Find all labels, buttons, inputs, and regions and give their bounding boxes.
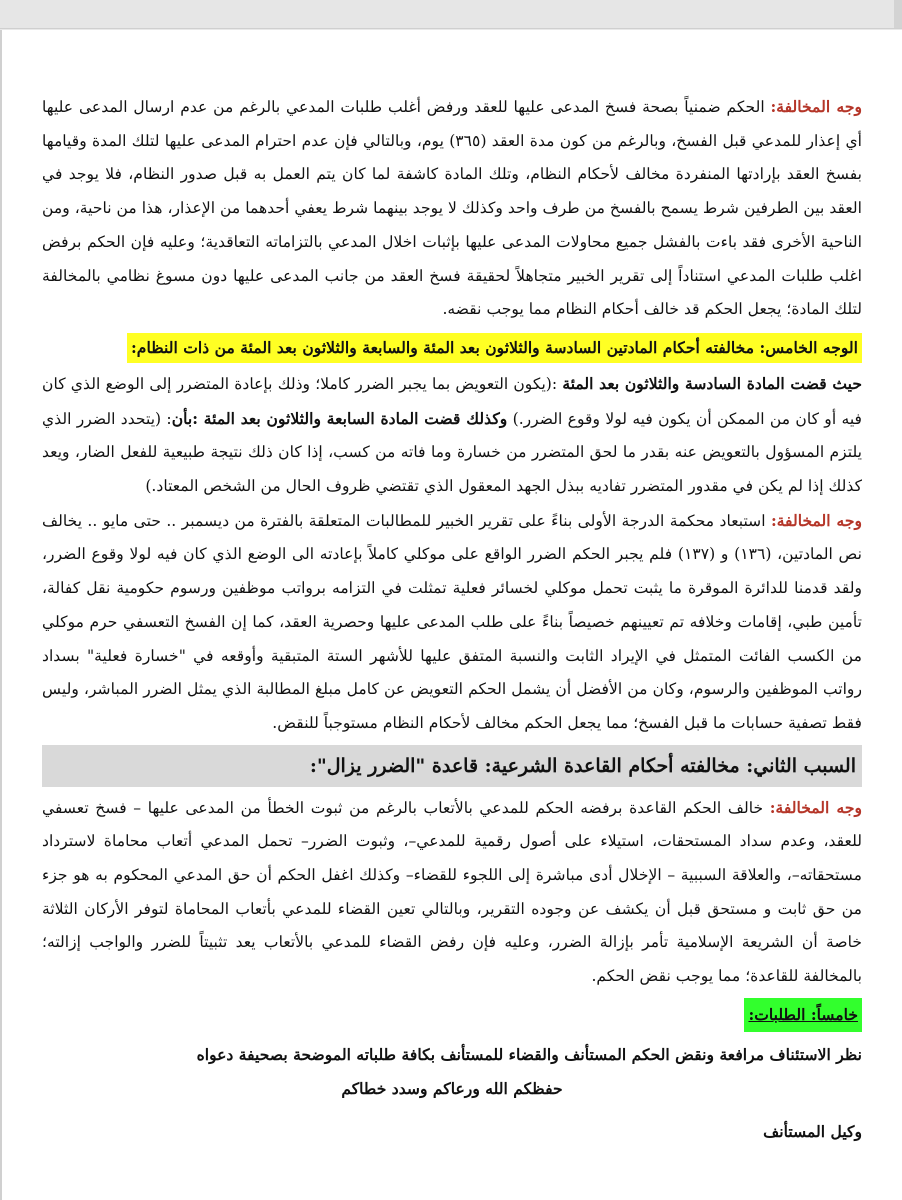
reason-two-heading: السبب الثاني: مخالفته أحكام القاعدة الشرعية: قاعدة "الضرر يزال": bbox=[42, 745, 862, 787]
document-page bbox=[0, 30, 902, 1200]
document-body bbox=[42, 90, 862, 1149]
scrollbar[interactable] bbox=[894, 0, 902, 28]
requests-heading: خامساً: الطلبات: bbox=[744, 998, 862, 1032]
article-136-label: حيث قضت المادة السادسة والثلاثون بعد المئة bbox=[562, 373, 862, 393]
paragraph-text: خالف الحكم القاعدة برفضه الحكم للمدعي بالأتعاب بالرغم من ثبوت الخطأ من المدعى عليها – فسخ تعسفي للعقد، وعدم سداد المستحقات، استيلاء على أصول رقمية للمدعي–، وثبوت الضرر– تحمل المدعي أتعاب محاماة لاسترداد مستحقاته–، والعلاقة السببية – الإخلال أدى مباشرة إلى اللجوء للقضاء– وكذلك اغفل الحكم أن حق المدعي المحكوم به هو جزء من حق ثابت و مستحق قبل أن يكشف عن وجوده التقرير، وبالتالي تعين القضاء للمدعي بأتعاب المحاماة لتوفر الأركان الثلاثة خاصة أن الشريعة الإسلامية تأمر بإزالة الضرر، وعليه فإن رفض القضاء للمدعي بالأتعاب يعد تثبيتاً للضرر والواجب إزالته؛ بالمخالفة للقاعدة؛ مما يوجب نقض الحكم. bbox=[42, 798, 862, 986]
paragraph-violation-1 bbox=[42, 90, 862, 327]
paragraph-text: الحكم ضمنياً بصحة فسخ المدعى عليها للعقد ورفض أغلب طلبات المدعي بالرغم من عدم ارسال المدعى عليها أي إعذار للمدعي قبل الفسخ، وبالرغم من كون مدة العقد (٣٦٥) يوم، وبالتالي فإن عدم احترام المدعى عليها لتلك المدة وقيامها بفسخ العقد بإرادتها المنفردة مخالف لأحكام النظام، وتلك المادة كاشفة لما كان يتم العمل به قبل صدور النظام، فلا يوجد في العقد بين الطرفين شرط يسمح بالفسخ من طرف واحد وكذلك لا يوجد بينهما شرط يعفي أحدهما من الإعذار، هذا من ناحية، ومن الناحية الأخرى فقد باءت بالفشل جميع محاولات المدعى عليها بإثبات اخلال المدعي بالتزاماته التعاقدية؛ وعليه فإن الحكم برفض اغلب طلبات المدعي استناداً إلى تقرير الخبير متجاهلاً لحقيقة فسخ العقد من جانب المدعى عليها دون مسوغ نظامي بالمخالفة لتلك المادة؛ يجعل الحكم قد خالف أحكام النظام مما يوجب نقضه. bbox=[42, 98, 862, 319]
section-five-heading-wrap bbox=[42, 327, 862, 367]
violation-label: وجه المخالفة: bbox=[770, 97, 862, 116]
paragraph-text: استبعاد محكمة الدرجة الأولى بناءً على تقرير الخبير للمطالبات المتعلقة بالفترة من ديسمبر .. حتى مايو .. يخالف نص المادتين، (١٣٦) و (١٣٧) فلم يجبر الحكم الضرر الواقع على موكلي كاملاً بإعادته الى الوضع الذي كان فيه لولا وقوع الضرر، ولقد قدمنا للدائرة الموقرة ما يثبت تحمل موكلي لخسائر فعلية تمثلت في التزامه برواتب موظفين ورسوم حكومية نقل كفالة، تأمين طبي، إقامات وخلافه تم تعيينهم خصيصاً بناءً على طلب المدعى عليها وحصرية العقد، كما إن الفسخ التعسفي حرم موكلي من الكسب الفائت المتمثل في الإيراد الثابت والنسبة المتفق عليها للأشهر الستة المتبقية وأوقعه في "خسارة فعلية" بسداد رواتب الموظفين والرسوم، وكان من الأفضل أن يشمل الحكم التعويض عن كامل مبلغ المطالبة الذي يمثل الضرر المباشر، وليس فقط تصفية حسابات ما قبل الفسخ؛ مما يجعل الحكم مخالف لأحكام النظام مستوجباً للنقض. bbox=[42, 511, 862, 732]
article-137-text: : (يتحدد الضرر الذي يلتزم المسؤول بالتعويض عنه بقدر ما لحق المتضرر من خسارة وما فاته من كسب، إذا كان ذلك نتيجة طبيعية للفعل الضار، ويعد كذلك إذا لم يكن في مقدور المتضرر تفاديه ببذل الجهد المعقول الذي تقتضي ظروف الحال من الشخص المعتاد.) bbox=[42, 409, 862, 496]
violation-label: وجه المخالفة: bbox=[770, 510, 862, 530]
article-136-text: :(يكون التعويض بما يجبر الضرر كاملا؛ وذلك بإعادة المتضرر إلى الوضع الذي كان فيه أو كان من الممكن أن يكون فيه لولا وقوع الضرر.) bbox=[42, 374, 862, 428]
signature-line: وكيل المستأنف bbox=[763, 1122, 862, 1142]
article-137-label: وكذلك قضت المادة السابعة والثلاثون بعد المئة :بأن bbox=[171, 408, 508, 428]
requests-line: نظر الاستئناف مرافعة ونقض الحكم المستأنف والقضاء للمستأنف بكافة طلباته الموضحة بصحيفة دعواه bbox=[196, 1044, 862, 1064]
paragraph-violation-2 bbox=[42, 504, 862, 741]
paragraph-violation-3 bbox=[42, 791, 862, 994]
violation-label: وجه المخالفة: bbox=[769, 797, 862, 817]
requests-heading-wrap bbox=[42, 994, 862, 1036]
section-five-heading: الوجه الخامس: مخالفته أحكام المادتين السادسة والثلاثون بعد المئة والسابعة والثلاثون بعد المئة من ذات النظام: bbox=[127, 333, 862, 363]
closing-line: حفظكم الله ورعاكم وسدد خطاكم bbox=[341, 1078, 563, 1098]
window-toolbar bbox=[0, 0, 902, 29]
paragraph-articles bbox=[42, 367, 862, 504]
